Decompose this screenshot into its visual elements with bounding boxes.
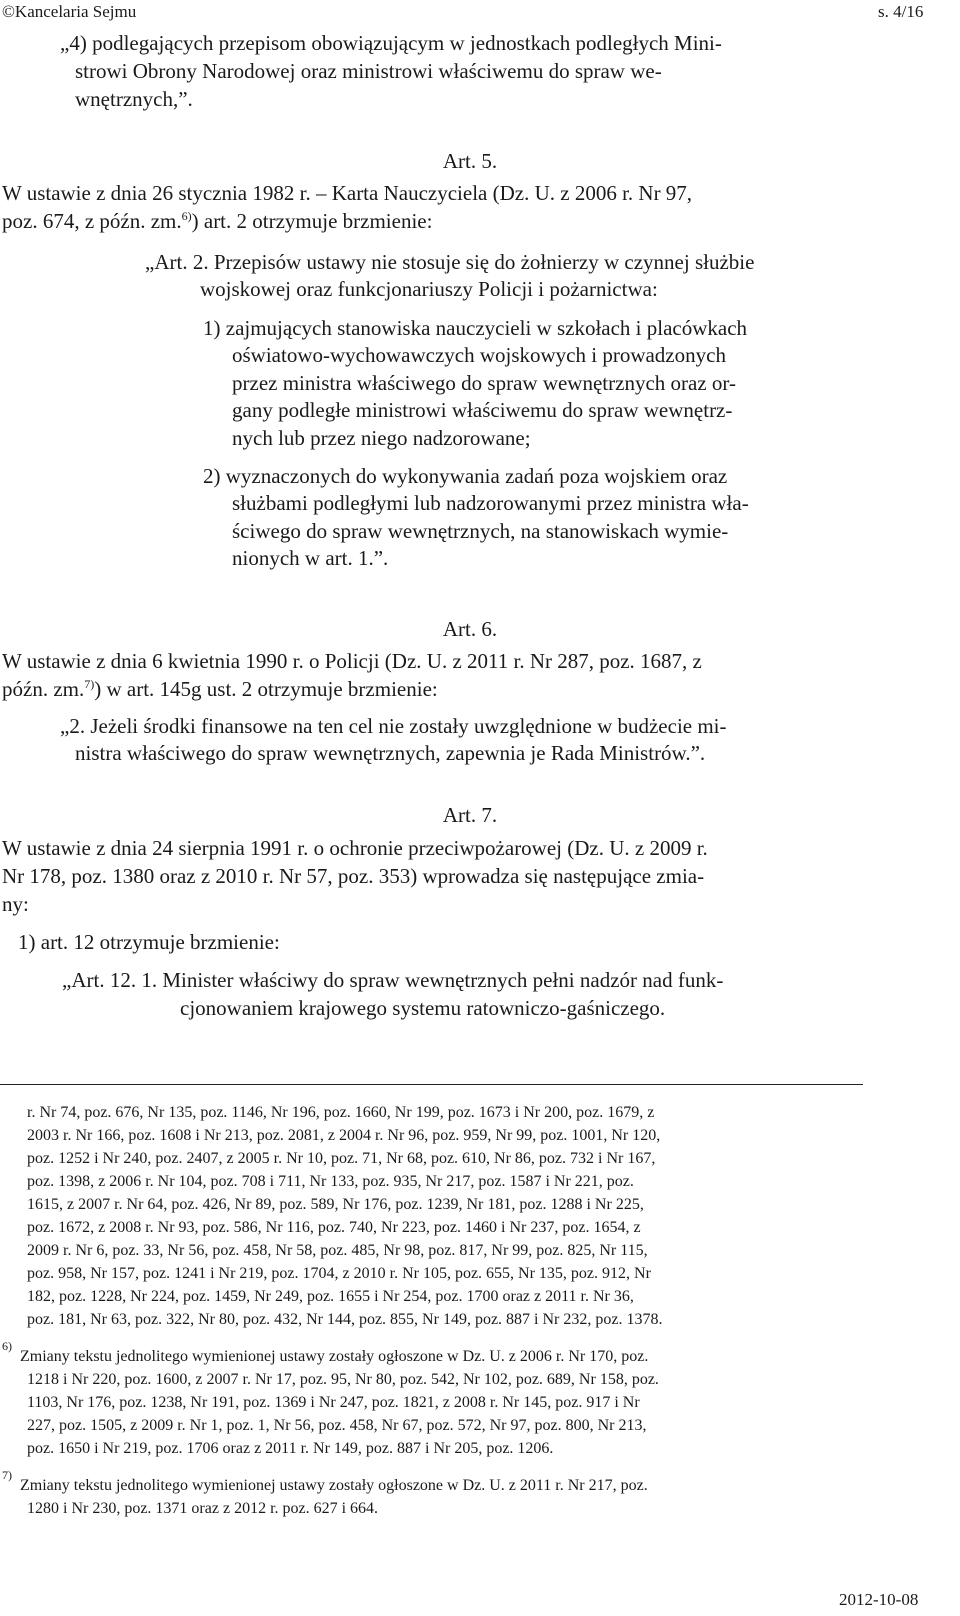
list-item-line: oświatowo-wychowawczych wojskowych i prowadzonych <box>232 343 726 367</box>
list-item-line: nych lub przez niego nadzorowane; <box>232 426 531 450</box>
footnote-separator <box>0 1084 863 1085</box>
list-item-line: gany podległe ministrowi właściwemu do spraw wewnętrz- <box>232 398 733 422</box>
footnote-line: poz. 1650 i Nr 219, poz. 1706 oraz z 2011 r. Nr 149, poz. 887 i Nr 205, poz. 1206. <box>27 1440 554 1457</box>
quote-line: „Art. 12. 1. Minister właściwy do spraw wewnętrznych pełni nadzór nad funk- <box>62 968 724 992</box>
footnote-line: Zmiany tekstu jednolitego wymienionej ustawy zostały ogłoszone w Dz. U. z 2011 r. Nr 217, poz. <box>20 1477 648 1494</box>
article-title: Art. 6. <box>442 617 498 641</box>
quote-line: cjonowaniem krajowego systemu ratowniczo-gaśniczego. <box>180 996 666 1020</box>
footnote-line: r. Nr 74, poz. 676, Nr 135, poz. 1146, Nr 196, poz. 1660, Nr 199, poz. 1673 i Nr 200, poz. 1679, z <box>27 1104 655 1121</box>
list-item-line: służbami podległymi lub nadzorowanymi przez ministra wła- <box>232 491 749 515</box>
list-item: 1) zajmujących stanowiska nauczycieli w szkołach i placówkach <box>203 316 748 340</box>
list-item-line: przez ministra właściwego do spraw wewnętrznych oraz or- <box>232 371 736 395</box>
footnote-line: poz. 958, Nr 157, poz. 1241 i Nr 219, poz. 1704, z 2010 r. Nr 105, poz. 655, Nr 135, poz. 912, Nr <box>27 1265 651 1282</box>
footnote-line: poz. 1398, z 2006 r. Nr 104, poz. 708 i 711, Nr 133, poz. 935, Nr 217, poz. 1587 i Nr 221, poz. <box>27 1173 634 1190</box>
article-text: Nr 178, poz. 1380 oraz z 2010 r. Nr 57, poz. 353) wprowadza się następujące zmia- <box>2 864 705 888</box>
quote-line: „4) podlegających przepisom obowiązującym w jednostkach podległych Mini- <box>60 31 722 55</box>
footnote-line: 227, poz. 1505, z 2009 r. Nr 1, poz. 1, Nr 56, poz. 458, Nr 67, poz. 572, Nr 97, poz. 800, Nr 213, <box>27 1417 647 1434</box>
quote-line: wojskowej oraz funkcjonariuszy Policji i pożarnictwa: <box>200 277 658 301</box>
page-number: s. 4/16 <box>878 2 924 21</box>
footnote-line: poz. 181, Nr 63, poz. 322, Nr 80, poz. 432, Nr 144, poz. 855, Nr 149, poz. 887 i Nr 232, poz. 1378. <box>27 1311 663 1328</box>
list-item-line: nionych w art. 1.”. <box>232 546 389 570</box>
article-text: W ustawie z dnia 6 kwietnia 1990 r. o Policji (Dz. U. z 2011 r. Nr 287, poz. 1687, z <box>2 649 702 673</box>
footnote-marker: 7) <box>2 1468 12 1482</box>
footnote-ref: 6) <box>181 209 192 223</box>
article-text: ny: <box>2 892 29 916</box>
footnote-line: 2009 r. Nr 6, poz. 33, Nr 56, poz. 458, Nr 58, poz. 485, Nr 98, poz. 817, Nr 99, poz. 825, Nr 115, <box>27 1242 648 1259</box>
footnote-line: poz. 1672, z 2008 r. Nr 93, poz. 586, Nr 116, poz. 740, Nr 223, poz. 1460 i Nr 237, poz. 1654, z <box>27 1219 641 1236</box>
footnote-line: poz. 1252 i Nr 240, poz. 2407, z 2005 r. Nr 10, poz. 71, Nr 68, poz. 610, Nr 86, poz. 732 i Nr 167, <box>27 1150 656 1167</box>
article-text: późn. zm.$^{7)}$) w art. 145g ust. 2 otrzymuje brzmienie: <box>2 677 438 701</box>
footnote-line: 1280 i Nr 230, poz. 1371 oraz z 2012 r. poz. 627 i 664. <box>27 1500 379 1517</box>
article-text: W ustawie z dnia 24 sierpnia 1991 r. o ochronie przeciwpożarowej (Dz. U. z 2009 r. <box>2 836 708 860</box>
article-title: Art. 7. <box>442 803 498 827</box>
footnote-line: 1218 i Nr 220, poz. 1600, z 2007 r. Nr 17, poz. 95, Nr 80, poz. 542, Nr 102, poz. 689, Nr 158, poz. <box>27 1371 659 1388</box>
list-item-line: ściwego do spraw wewnętrznych, na stanowiskach wymie- <box>232 519 729 543</box>
footnote-line: Zmiany tekstu jednolitego wymienionej ustawy zostały ogłoszone w Dz. U. z 2006 r. Nr 170, poz. <box>20 1348 649 1365</box>
quote-line: „2. Jeżeli środki finansowe na ten cel nie zostały uwzględnione w budżecie mi- <box>60 714 727 738</box>
footnote-line: 1103, Nr 176, poz. 1238, Nr 191, poz. 1369 i Nr 247, poz. 1821, z 2008 r. Nr 145, poz. 917 i Nr <box>27 1394 640 1411</box>
list-item: 1) art. 12 otrzymuje brzmienie: <box>18 930 280 954</box>
quote-line: „Art. 2. Przepisów ustawy nie stosuje się do żołnierzy w czynnej służbie <box>145 250 755 274</box>
article-text: poz. 674, z późn. zm.$^{6)}$) art. 2 otrzymuje brzmienie: <box>2 209 433 233</box>
footnote-line: 182, poz. 1228, Nr 224, poz. 1459, Nr 249, poz. 1655 i Nr 254, poz. 1700 oraz z 2011 r. Nr 36, <box>27 1288 634 1305</box>
footnote-line: 2003 r. Nr 166, poz. 1608 i Nr 213, poz. 2081, z 2004 r. Nr 96, poz. 959, Nr 99, poz. 1001, Nr 120, <box>27 1127 661 1144</box>
article-text: W ustawie z dnia 26 stycznia 1982 r. – Karta Nauczyciela (Dz. U. z 2006 r. Nr 97, <box>2 181 693 205</box>
footnote-ref: 7) <box>84 677 95 691</box>
list-item: 2) wyznaczonych do wykonywania zadań poza wojskiem oraz <box>203 464 728 488</box>
quote-line: wnętrznych,”. <box>75 87 193 111</box>
quote-line: strowi Obrony Narodowej oraz ministrowi właściwemu do spraw we- <box>75 59 662 83</box>
header-copyright: ©Kancelaria Sejmu <box>2 2 137 21</box>
quote-line: nistra właściwego do spraw wewnętrznych, zapewnia je Rada Ministrów.”. <box>75 741 706 765</box>
footer-date: 2012-10-08 <box>839 1590 919 1609</box>
footnote-line: 1615, z 2007 r. Nr 64, poz. 426, Nr 89, poz. 589, Nr 176, poz. 1239, Nr 181, poz. 1288 i Nr 225, <box>27 1196 644 1213</box>
footnote-marker: 6) <box>2 1339 12 1353</box>
article-title: Art. 5. <box>442 149 498 173</box>
